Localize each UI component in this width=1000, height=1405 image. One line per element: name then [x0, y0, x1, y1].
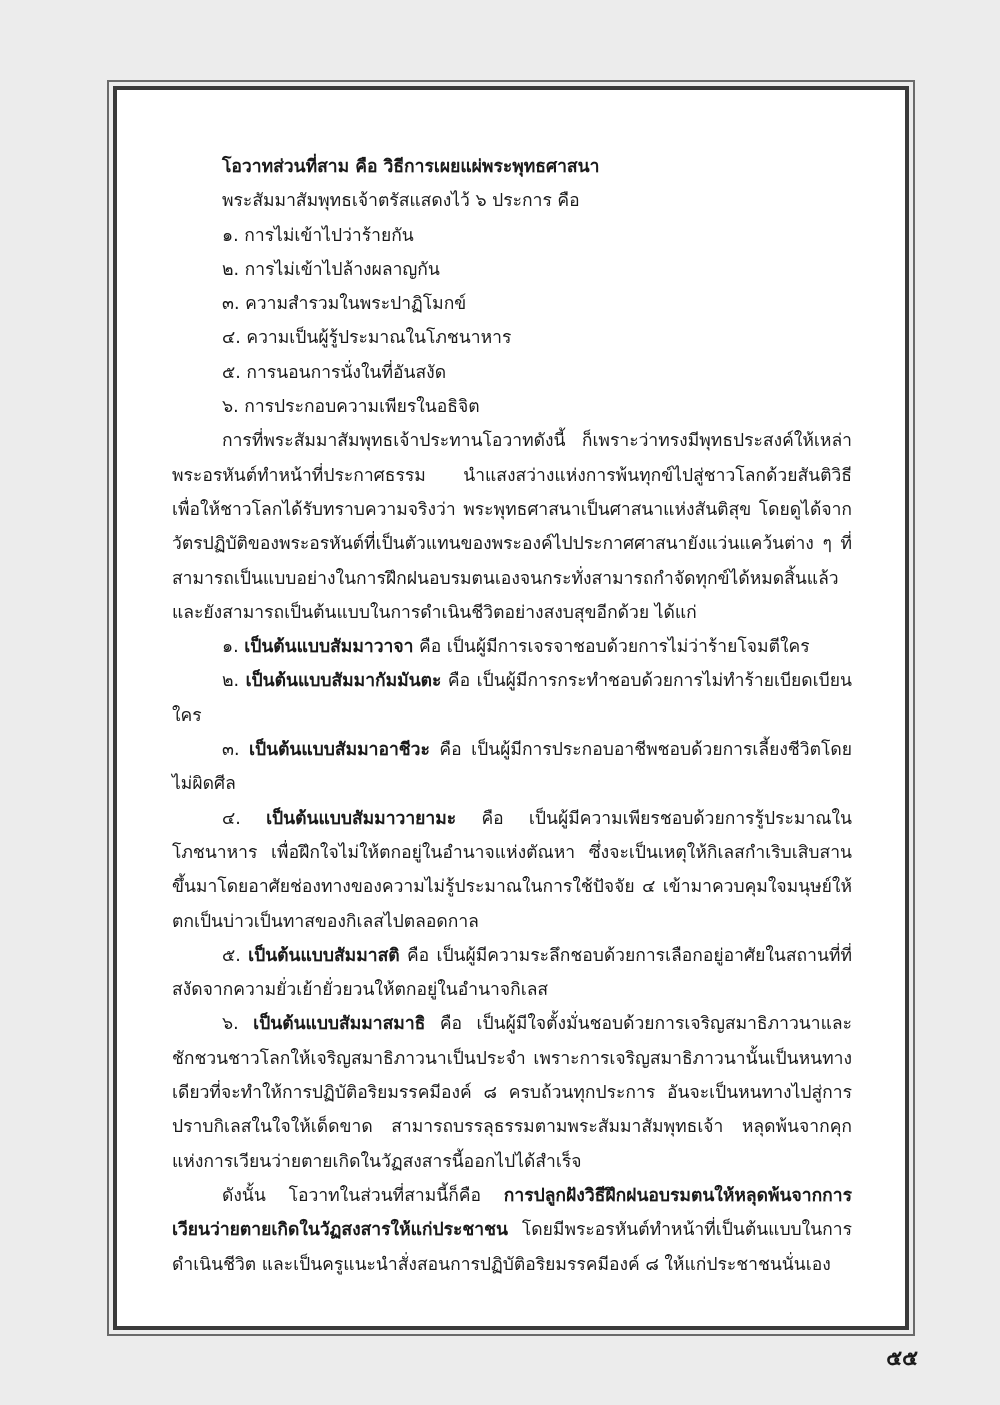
model-title: เป็นต้นแบบสัมมาอาชีวะ — [249, 740, 430, 761]
model-item — [172, 733, 852, 802]
model-description: คือ เป็นผู้มีการกระทำชอบด้วยการไม่ทำร้ายเบียดเบียนใคร — [172, 671, 852, 726]
model-title: เป็นต้นแบบสัมมากัมมันตะ — [245, 671, 442, 692]
conclusion-paragraph — [172, 1179, 852, 1282]
model-item — [172, 939, 852, 1008]
model-title: เป็นต้นแบบสัมมาวายามะ — [266, 808, 457, 829]
model-description: คือ เป็นผู้มีใจตั้งมั่นชอบด้วยการเจริญสมาธิภาวนาและชักชวนชาวโลกให้เจริญสมาธิภาวนาเป็นประจำ เพราะการเจริญสมาธิภาวนานั้นเป็นหนทางเดียวที่จะทำให้การปฏิบัติอริยมรรคมีองค์ ๘ ครบถ้วนทุกประการ อันจะเป็นหนทางไปสู่การปราบกิเลสในใจให้เด็ดขาด สามารถบรรลุธรรมตามพระสัมมาสัมพุทธเจ้า หลุดพ้นจากคุกแห่งการเวียนว่ายตายเกิดในวัฏสงสารนี้ออกไปได้สำเร็จ — [172, 1014, 852, 1172]
model-number: ๔. — [222, 808, 267, 829]
model-number: ๕. — [222, 945, 249, 966]
model-item — [172, 802, 852, 939]
model-number: ๒. — [222, 671, 246, 692]
conclusion-emphasis: การปลูกฝังวิธีฝึกฝนอบรมตนให้หลุดพ้นจากการเวียนว่ายตายเกิดในวัฏสงสารให้แก่ประชาชน — [172, 1185, 852, 1241]
model-title: เป็นต้นแบบสัมมาสติ — [248, 945, 400, 966]
conclusion-lead: ดังนั้น โอวาทในส่วนที่สามนี้ก็คือ — [222, 1185, 504, 1206]
document-body — [172, 150, 852, 1282]
model-number: ๓. — [222, 740, 250, 761]
principle-item: ๒. การไม่เข้าไปล้างผลาญกัน — [222, 259, 440, 280]
model-title: เป็นต้นแบบสัมมาวาจา — [244, 637, 414, 658]
intro-paragraph: พระสัมมาสัมพุทธเจ้าตรัสแสดงไว้ ๖ ประการ คือ — [222, 191, 580, 212]
principle-item: ๓. ความสำรวมในพระปาฏิโมกข์ — [222, 294, 467, 315]
model-number: ๖. — [222, 1014, 254, 1035]
model-description: คือ เป็นผู้มีการประกอบอาชีพชอบด้วยการเลี้ยงชีวิตโดยไม่ผิดศีล — [172, 740, 852, 795]
principle-item: ๑. การไม่เข้าไปว่าร้ายกัน — [222, 225, 414, 246]
page-number: ๕๕ — [886, 1346, 918, 1370]
conclusion-tail: โดยมีพระอรหันต์ทำหน้าที่เป็นต้นแบบในการดำเนินชีวิต และเป็นครูแนะนำสั่งสอนการปฏิบัติอริยมรรคมีองค์ ๘ ให้แก่ประชาชนนั่นเอง — [172, 1220, 852, 1275]
model-item — [172, 1007, 852, 1178]
model-description: คือ เป็นผู้มีการเจรจาชอบด้วยการไม่ว่าร้ายโจมตีใคร — [413, 637, 810, 658]
model-description: คือ เป็นผู้มีความระลึกชอบด้วยการเลือกอยู่อาศัยในสถานที่ที่สงัดจากความยั่วเย้ายั่วยวนให้ตกอยู่ในอำนาจกิเลส — [172, 945, 853, 1001]
model-item — [172, 664, 852, 733]
principle-item: ๕. การนอนการนั่งในที่อันสงัด — [222, 362, 447, 383]
explanation-paragraph: การที่พระสัมมาสัมพุทธเจ้าประทานโอวาทดังนี้ ก็เพราะว่าทรงมีพุทธประสงค์ให้เหล่าพระอรหันต์ทำหน้าที่ประกาศธรรม นำแสงสว่างแห่งการพ้นทุกข์ไปสู่ชาวโลกด้วยสันติวิธี เพื่อให้ชาวโลกได้รับทราบความจริงว่า พระพุทธศาสนาเป็นศาสนาแห่งสันติสุข โดยดูได้จากวัตรปฏิบัติของพระอรหันต์ที่เป็นตัวแทนของพระองค์ไปประกาศศาสนายังแว่นแคว้นต่าง ๆ ที่สามารถเป็นแบบอย่างในการฝึกฝนอบรมตนเองจนกระทั่งสามารถกำจัดทุกข์ได้หมดสิ้นแล้ว และยังสามารถเป็นต้นแบบในการดำเนินชีวิตอย่างสงบสุขอีกด้วย ได้แก่ — [172, 431, 852, 623]
principle-item: ๖. การประกอบความเพียรในอธิจิต — [222, 397, 480, 418]
section-heading: โอวาทส่วนที่สาม คือ วิธีการเผยแผ่พระพุทธศาสนา — [222, 157, 600, 177]
principle-item: ๔. ความเป็นผู้รู้ประมาณในโภชนาหาร — [222, 328, 512, 349]
model-number: ๑. — [222, 637, 245, 658]
model-title: เป็นต้นแบบสัมมาสมาธิ — [253, 1014, 426, 1035]
model-description: คือ เป็นผู้มีความเพียรชอบด้วยการรู้ประมาณในโภชนาหาร เพื่อฝึกใจไม่ให้ตกอยู่ในอำนาจแห่งตัณหา ซึ่งจะเป็นเหตุให้กิเลสกำเริบเสิบสานขึ้นมาโดยอาศัยช่องทางของความไม่รู้ประมาณในการใช้ปัจจัย ๔ เข้ามาควบคุมใจมนุษย์ให้ตกเป็นบ่าวเป็นทาสของกิเลสไปตลอดกาล — [172, 808, 852, 932]
model-item — [172, 630, 852, 664]
